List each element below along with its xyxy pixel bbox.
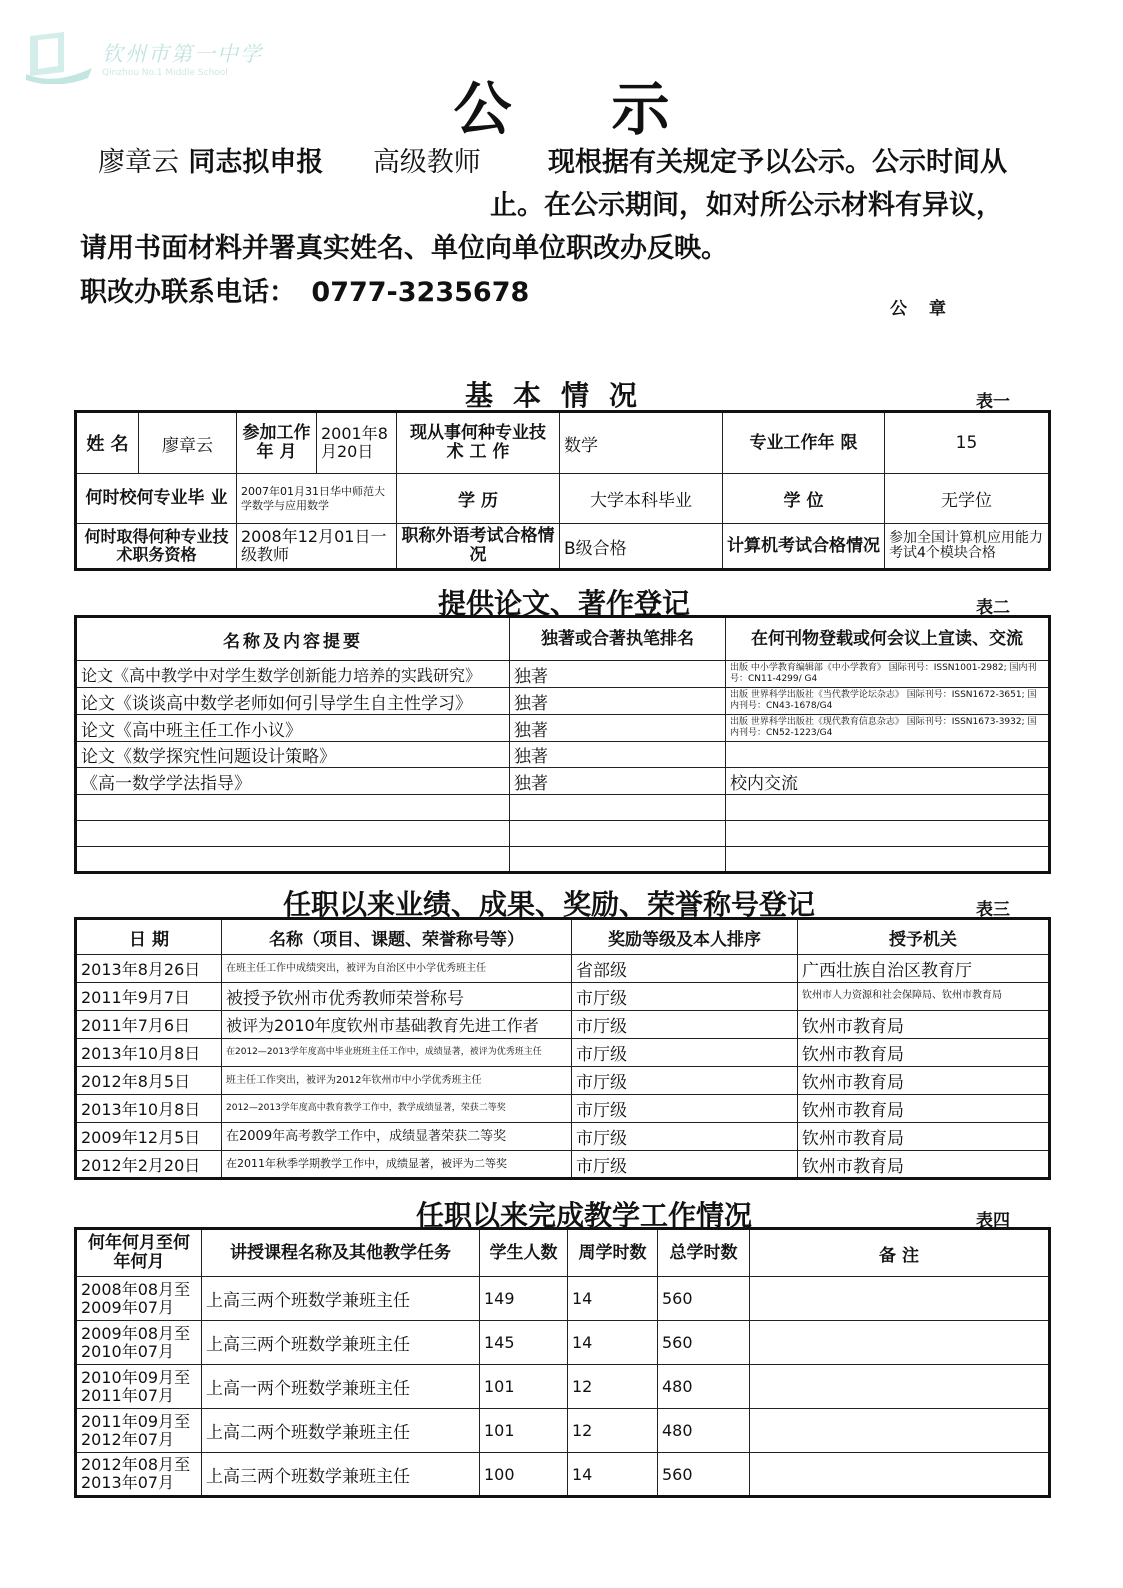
qualification-value: 2008年12月01日一级教师: [237, 524, 397, 570]
award-authority: 钦州市教育局: [798, 1123, 1050, 1151]
award-name: 在2012—2013学年度高中毕业班班主任工作中，成绩显著，被评为优秀班主任: [222, 1039, 572, 1067]
award-authority: 钦州市人力资源和社会保障局、钦州市教育局: [798, 983, 1050, 1011]
table-row: [76, 1321, 1050, 1365]
award-authority: 钦州市教育局: [798, 1039, 1050, 1067]
award-name: 在班主任工作中成绩突出，被评为自治区中小学优秀班主任: [222, 955, 572, 983]
award-authority: 钦州市教育局: [798, 1067, 1050, 1095]
teaching-course: 上高二两个班数学兼班主任: [202, 1409, 480, 1453]
award-level: 市厅级: [572, 1039, 798, 1067]
basic-info-table: [74, 410, 1051, 571]
paper-title: 论文《高中班主任工作小议》: [76, 715, 510, 742]
paper-publication: 出版 世界科学出版社《当代教学论坛杂志》 国际刊号：ISSN1672-3651; 国内刊号：CN43-1678/G4: [726, 688, 1050, 715]
awards-header-name: 名称（项目、课题、荣誉称号等）: [222, 919, 572, 955]
logo-subtext: Qinzhou No.1 Middle School: [102, 68, 228, 78]
awards-header-authority: 授予机关: [798, 919, 1050, 955]
table2-number: 表二: [976, 598, 1010, 618]
phone-label: 职改办联系电话：: [80, 277, 296, 308]
paper-author: [510, 847, 726, 873]
notice-line2: 止。在公示期间，如对所公示材料有异议，: [490, 190, 1003, 221]
major-value: 数学: [560, 412, 723, 474]
teaching-title: 任职以来完成教学工作情况: [416, 1199, 753, 1232]
table-row: [76, 847, 1050, 873]
teaching-notes: [750, 1321, 1050, 1365]
award-level: 市厅级: [572, 1011, 798, 1039]
name-label: 姓 名: [76, 412, 139, 474]
award-date: 2011年9月7日: [76, 983, 222, 1011]
teaching-header-weekly-hours: 周学时数: [568, 1229, 658, 1277]
teaching-weekly-hours: 12: [568, 1365, 658, 1409]
teaching-total-hours: 560: [658, 1453, 750, 1497]
awards-title: 任职以来业绩、成果、奖励、荣誉称号登记: [283, 888, 816, 921]
table-row: [76, 1067, 1050, 1095]
award-level: 市厅级: [572, 1151, 798, 1179]
teaching-weekly-hours: 14: [568, 1277, 658, 1321]
teaching-period: 2010年09月至2011年07月: [76, 1365, 202, 1409]
language-exam-label: 职称外语考试合格情况: [397, 524, 560, 570]
paper-author: [510, 795, 726, 821]
award-authority: 广西壮族自治区教育厅: [798, 955, 1050, 983]
award-name: 被评为2010年度钦州市基础教育先进工作者: [222, 1011, 572, 1039]
notice-line1: [98, 140, 481, 179]
graduation-label: 何时校何专业毕 业: [76, 474, 237, 524]
teaching-students: 145: [480, 1321, 568, 1365]
award-level: 市厅级: [572, 1123, 798, 1151]
papers-header-publication: 在何刊物登载或何会议上宣读、交流: [726, 617, 1050, 661]
paper-title: 论文《高中教学中对学生数学创新能力培养的实践研究》: [76, 661, 510, 688]
teaching-course: 上高三两个班数学兼班主任: [202, 1277, 480, 1321]
award-level: 市厅级: [572, 1067, 798, 1095]
paper-author: [510, 821, 726, 847]
notice-line1-tail: 现根据有关规定予以公示。公示时间从: [548, 147, 1007, 178]
award-date: 2011年7月6日: [76, 1011, 222, 1039]
name-value: 廖章云: [139, 412, 237, 474]
awards-header-date: 日 期: [76, 919, 222, 955]
award-authority: 钦州市教育局: [798, 1095, 1050, 1123]
teaching-students: 101: [480, 1365, 568, 1409]
award-authority: 钦州市教育局: [798, 1011, 1050, 1039]
table-row: [76, 715, 1050, 742]
notice-apply-prefix: 同志拟申报: [188, 147, 324, 178]
qualification-label: 何时取得何种专业技术职务资格: [76, 524, 237, 570]
paper-author: 独著: [510, 742, 726, 768]
education-value: 大学本科毕业: [560, 474, 723, 524]
paper-publication: 出版 中小学教育编辑部《中小学教育》 国际刊号：ISSN1001-2982; 国内刊号：CN11-4299/ G4: [726, 661, 1050, 688]
paper-author: 独著: [510, 715, 726, 742]
award-date: 2013年10月8日: [76, 1039, 222, 1067]
award-authority: 钦州市教育局: [798, 1151, 1050, 1179]
contact-phone-line: [80, 270, 529, 309]
teaching-notes: [750, 1409, 1050, 1453]
teaching-students: 101: [480, 1409, 568, 1453]
award-date: 2012年2月20日: [76, 1151, 222, 1179]
teaching-period: 2012年08月至2013年07月: [76, 1453, 202, 1497]
computer-exam-label: 计算机考试合格情况: [723, 524, 885, 570]
table-row: [76, 1123, 1050, 1151]
table-row: [76, 983, 1050, 1011]
notice-title-level: 高级教师: [372, 147, 481, 178]
teaching-weekly-hours: 14: [568, 1453, 658, 1497]
teaching-course: 上高三两个班数学兼班主任: [202, 1321, 480, 1365]
award-name: 在2009年高考教学工作中，成绩显著荣获二等奖: [222, 1123, 572, 1151]
teaching-students: 149: [480, 1277, 568, 1321]
award-name: 班主任工作突出，被评为2012年钦州市中小学优秀班主任: [222, 1067, 572, 1095]
teaching-period: 2008年08月至2009年07月: [76, 1277, 202, 1321]
paper-publication: 出版 世界科学出版社《现代教育信息杂志》 国际刊号：ISSN1673-3932; 国内刊号：CN52-1223/G4: [726, 715, 1050, 742]
table-row: [76, 1277, 1050, 1321]
table-row: [76, 1095, 1050, 1123]
teaching-total-hours: 480: [658, 1365, 750, 1409]
teaching-header-period: 何年何月至何年何月: [76, 1229, 202, 1277]
teaching-course: 上高一两个班数学兼班主任: [202, 1365, 480, 1409]
teaching-table: [74, 1227, 1051, 1498]
phone-number: 0777-3235678: [311, 277, 530, 308]
paper-title: 论文《数学探究性问题设计策略》: [76, 742, 510, 768]
award-name: 被授予钦州市优秀教师荣誉称号: [222, 983, 572, 1011]
paper-author: 独著: [510, 768, 726, 795]
table-row: [76, 795, 1050, 821]
teaching-weekly-hours: 14: [568, 1321, 658, 1365]
papers-title: 提供论文、著作登记: [438, 587, 691, 620]
teaching-period: 2011年09月至2012年07月: [76, 1409, 202, 1453]
table-row: [76, 1409, 1050, 1453]
teaching-weekly-hours: 12: [568, 1409, 658, 1453]
teaching-header-notes: 备 注: [750, 1229, 1050, 1277]
award-name: 在2011年秋季学期教学工作中，成绩显著，被评为二等奖: [222, 1151, 572, 1179]
basic-info-title: 基本情况: [465, 379, 658, 412]
table-row: [76, 1039, 1050, 1067]
award-date: 2013年10月8日: [76, 1095, 222, 1123]
degree-value: 无学位: [885, 474, 1050, 524]
major-label: 现从事何种专业技 术 工 作: [397, 412, 560, 474]
table-row: [76, 955, 1050, 983]
teaching-total-hours: 560: [658, 1277, 750, 1321]
teaching-header-course: 讲授课程名称及其他教学任务: [202, 1229, 480, 1277]
computer-exam-value: 参加全国计算机应用能力考试4个模块合格: [885, 524, 1050, 570]
years-label: 专业工作年 限: [723, 412, 885, 474]
paper-title: [76, 847, 510, 873]
notice-line3: 请用书面材料并署真实姓名、单位向单位职改办反映。: [80, 233, 728, 264]
table-row: [76, 661, 1050, 688]
awards-table: [74, 917, 1051, 1180]
table4-number: 表四: [976, 1211, 1010, 1231]
language-exam-value: B级合格: [560, 524, 723, 570]
work-start-label: 参加工作年 月: [237, 412, 317, 474]
papers-table: [74, 615, 1051, 874]
awards-header-level: 奖励等级及本人排序: [572, 919, 798, 955]
award-date: 2013年8月26日: [76, 955, 222, 983]
table-row: [76, 1011, 1050, 1039]
award-date: 2012年8月5日: [76, 1067, 222, 1095]
table-row: [76, 742, 1050, 768]
table3-number: 表三: [976, 900, 1010, 920]
teaching-header-students: 学生人数: [480, 1229, 568, 1277]
table-row: [76, 1365, 1050, 1409]
table1-number: 表一: [976, 392, 1010, 412]
teaching-notes: [750, 1453, 1050, 1497]
teaching-period: 2009年08月至2010年07月: [76, 1321, 202, 1365]
teaching-notes: [750, 1365, 1050, 1409]
degree-label: 学 位: [723, 474, 885, 524]
award-name: 2012—2013学年度高中教育教学工作中，教学成绩显著，荣获二等奖: [222, 1095, 572, 1123]
logo-text: 钦州市第一中学: [102, 42, 263, 66]
table-row: [76, 1453, 1050, 1497]
teaching-course: 上高三两个班数学兼班主任: [202, 1453, 480, 1497]
notice-person-name: 廖章云: [98, 147, 179, 178]
teaching-total-hours: 480: [658, 1409, 750, 1453]
paper-title: [76, 821, 510, 847]
work-start-value: 2001年8月20日: [317, 412, 397, 474]
paper-publication: [726, 795, 1050, 821]
paper-publication: [726, 742, 1050, 768]
years-value: 15: [885, 412, 1050, 474]
paper-title: [76, 795, 510, 821]
paper-title: 论文《谈谈高中数学老师如何引导学生自主性学习》: [76, 688, 510, 715]
papers-header-author: 独著或合著执笔排名: [510, 617, 726, 661]
teaching-total-hours: 560: [658, 1321, 750, 1365]
paper-publication: [726, 847, 1050, 873]
paper-author: 独著: [510, 661, 726, 688]
graduation-value: 2007年01月31日华中师范大学数学与应用数学: [237, 474, 397, 524]
award-date: 2009年12月5日: [76, 1123, 222, 1151]
teaching-notes: [750, 1277, 1050, 1321]
paper-publication: [726, 821, 1050, 847]
paper-publication: 校内交流: [726, 768, 1050, 795]
teaching-students: 100: [480, 1453, 568, 1497]
award-level: 市厅级: [572, 983, 798, 1011]
award-level: 市厅级: [572, 1095, 798, 1123]
paper-author: 独著: [510, 688, 726, 715]
education-label: 学 历: [397, 474, 560, 524]
award-level: 省部级: [572, 955, 798, 983]
table-row: [76, 821, 1050, 847]
teaching-header-total-hours: 总学时数: [658, 1229, 750, 1277]
table-row: [76, 768, 1050, 795]
table-row: [76, 688, 1050, 715]
paper-title: 《高一数学学法指导》: [76, 768, 510, 795]
papers-header-name: 名称及内容提要: [76, 617, 510, 661]
table-row: [76, 1151, 1050, 1179]
page-title: 公示: [453, 75, 770, 143]
official-seal-label: 公章: [890, 299, 968, 319]
